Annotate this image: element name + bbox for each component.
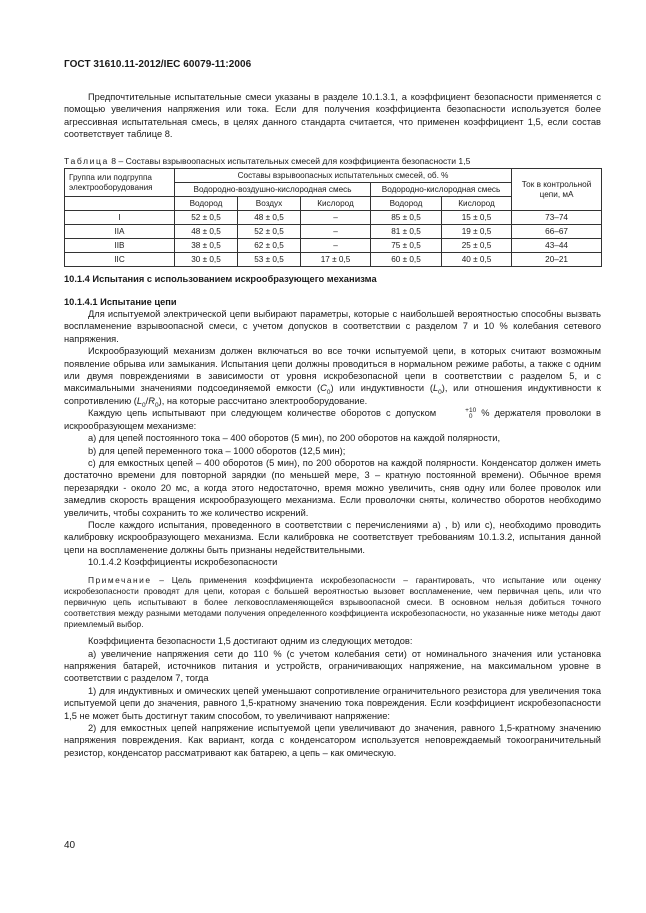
cell-group: IIC: [65, 253, 175, 267]
section-10-1-4-1-heading: 10.1.4.1 Испытание цепи: [64, 297, 177, 307]
table-caption-text: 8 – Составы взрывоопасных испытательных смесей для коэффициента безопасности 1,5: [108, 156, 471, 166]
header-current: Ток в контрольной цепи, мА: [512, 169, 602, 211]
note-paragraph: [64, 575, 601, 630]
cell-hydrogen: 30 ± 0,5: [175, 253, 238, 267]
cell-group: IIA: [65, 225, 175, 239]
table-caption-label: Таблица: [64, 156, 109, 166]
header-oxygen: Кислород: [301, 197, 371, 211]
header-h2-air-o2: Водородно-воздушно-кислородная смесь: [175, 183, 371, 197]
text-run: Искрообразующий механизм должен включаться во все точки испытуемой цепи, в которых считают возможным появление обрыва или замыкания. Испытания цепи должны проводиться в нормальном режиме работы, а также с одним или двумя повреждениями в зависимости от уровня искробезопасной цепи в соответствии с разделом 5, и с максимальными значениями подсоединяемой емкости (: [64, 346, 601, 394]
cell-current: 73–74: [512, 211, 602, 225]
cell-group: I: [65, 211, 175, 225]
cell-hydrogen-2: 60 ± 0,5: [371, 253, 442, 267]
slash: /: [145, 395, 149, 406]
cell-current: 66–67: [512, 225, 602, 239]
cell-air: 62 ± 0,5: [238, 239, 301, 253]
table-row: [65, 239, 602, 253]
text-run: % держателя проволоки в искрообразующем механизме:: [64, 408, 601, 431]
table-8: [64, 168, 602, 267]
table-caption: [64, 156, 601, 167]
item-a: a) для цепей постоянного тока – 400 оборотов (5 мин), по 200 оборотов на каждой полярности,: [88, 433, 501, 444]
cell-oxygen-2: 40 ± 0,5: [442, 253, 512, 267]
cell-hydrogen-2: 85 ± 0,5: [371, 211, 442, 225]
header-h2-o2: Водородно-кислородная смесь: [371, 183, 512, 197]
note-text: – Цель применения коэффициента искробезопасности – гарантировать, что испытание или оценку искробезопасности проводят для цепи, которая с большей вероятностью вызовет воспламенение, чем первичная цепь, или что первичную цепь испытывают в более легковоспламеняющейся взрывоопасной смеси. В основном нельзя добиться точного соответствия между разными методами получения определенного коэффициента искробезопасности, но указанные ниже методы дают приемлемый выбор.: [64, 574, 601, 630]
header-oxygen-2: Кислород: [442, 197, 512, 211]
subscript-0: 0: [438, 389, 442, 397]
cell-hydrogen: 48 ± 0,5: [175, 225, 238, 239]
cell-current: 20–21: [512, 253, 602, 267]
section-10-1-4-2-heading: 10.1.4.2 Коэффициенты искробезопасности: [88, 557, 278, 568]
table-row: [65, 211, 602, 225]
cell-hydrogen: 38 ± 0,5: [175, 239, 238, 253]
text-run: ), или отношения индуктивности к сопротивлению (: [64, 383, 602, 406]
header-hydrogen: Водород: [175, 197, 238, 211]
tolerance-upper: +10: [465, 406, 477, 414]
cell-oxygen-2: 25 ± 0,5: [442, 239, 512, 253]
cell-air: 53 ± 0,5: [238, 253, 301, 267]
cell-hydrogen: 52 ± 0,5: [175, 211, 238, 225]
cell-hydrogen-2: 81 ± 0,5: [371, 225, 442, 239]
cell-hydrogen-2: 75 ± 0,5: [371, 239, 442, 253]
cell-air: 52 ± 0,5: [238, 225, 301, 239]
header-compositions: Составы взрывоопасных испытательных смесей, об. %: [175, 169, 512, 183]
document-header: ГОСТ 31610.11-2012/IEC 60079-11:2006: [64, 59, 252, 70]
cell-oxygen-2: 15 ± 0,5: [442, 211, 512, 225]
text-run: ) или индуктивности (: [330, 383, 433, 394]
paragraph-methods: Коэффициента безопасности 1,5 достигают одним из следующих методов:: [88, 636, 413, 647]
subscript-0: 0: [154, 401, 159, 409]
subscript-0: 0: [142, 401, 146, 409]
intro-block: [64, 91, 601, 141]
paragraph-calibration: После каждого испытания, проведенного в соответствии с перечислениями a) , b) или c), необходимо проводить калибровку искрообразующего механизма. Если калибровка не соответствует требованиям 10.1.3.2, испытания данной цепи на воспламенение должны быть признаны недействительными.: [64, 520, 601, 555]
method-2: 2) для емкостных цепей напряжение испытуемой цепи увеличивают до значения, равного 1,5-кратному значению напряжения повреждения. Как вариант, когда с конденсатором используется неповреждаемый токоограничительный резистор, конденсатор рассматривают как батарею, а цепь – как омическую.: [64, 722, 601, 758]
tolerance: [441, 408, 476, 420]
cell-oxygen: 17 ± 0,5: [301, 253, 371, 267]
header-hydrogen-2: Водород: [371, 197, 442, 211]
section-10-1-4-heading: 10.1.4 Испытания с использованием искрообразующего механизма: [64, 274, 377, 284]
cell-oxygen-2: 19 ± 0,5: [442, 225, 512, 239]
main-text-block: [64, 308, 601, 759]
paragraph-spark-mechanism: [64, 345, 601, 407]
note-label: Примечание: [88, 574, 152, 585]
cell-oxygen: –: [301, 225, 371, 239]
paragraph-turns: [64, 407, 601, 432]
symbol-c: C: [320, 383, 327, 394]
table-row: [65, 225, 602, 239]
symbol-l: L: [136, 395, 143, 406]
item-b: b) для цепей переменного тока – 1000 оборотов (12,5 мин);: [88, 445, 346, 456]
text-run: ), на которые рассчитано электрооборудование.: [158, 395, 368, 406]
text-run: Каждую цепь испытывают при следующем количестве оборотов с допуском: [88, 408, 437, 419]
method-a: a) увеличение напряжения сети до 110 % (с учетом колебания сети) от номинального значения или установка напряжения батарей, источников питания и устройств, ограничивающих напряжение, на максимальном уровне в соответствии с разделом 7, тогда: [64, 648, 601, 684]
cell-air: 48 ± 0,5: [238, 211, 301, 225]
tolerance-lower: 0: [468, 412, 473, 420]
cell-oxygen: –: [301, 239, 371, 253]
intro-paragraph: Предпочтительные испытательные смеси указаны в разделе 10.1.3.1, а коэффициент безопасности применяется с помощью увеличения напряжения или тока. Если для получения коэффициента безопасности используется более агрессивная испытательная смесь, в целях данного стандарта считается, что применен коэффициент 1,5, если состав соответствует таблице 8.: [64, 92, 601, 140]
page-number: 40: [64, 840, 76, 851]
cell-group: IIB: [65, 239, 175, 253]
paragraph-circuit: Для испытуемой электрической цепи выбирают параметры, которые с наибольшей вероятностью способны вызвать воспламенение взрывоопасной смеси, с учетом допусков в соответствии с разделом 7 и 10 % колебания сетевого напряжения.: [64, 309, 601, 344]
method-1: 1) для индуктивных и омических цепей уменьшают сопротивление ограничительного резистора для увеличения тока испытуемой цепи до значения, равного 1,5-кратному значению тока повреждения. Если коэффициент искробезопасности 1,5 не может быть достигнут таким способом, то увеличивают напряжение:: [64, 685, 601, 721]
subscript-0: 0: [326, 389, 331, 397]
symbol-r: R: [148, 395, 155, 406]
cell-current: 43–44: [512, 239, 602, 253]
symbol-l: L: [432, 383, 439, 394]
cell-oxygen: –: [301, 211, 371, 225]
header-air: Воздух: [238, 197, 301, 211]
table-row: [65, 253, 602, 267]
header-blank: [65, 197, 175, 211]
header-group: Группа или подгруппа электрооборудования: [65, 169, 175, 197]
item-c: c) для емкостных цепей – 400 оборотов (5 мин), по 200 оборотов на каждой полярности. Конденсатор должен иметь достаточно времени для повторной зарядки (по меньшей мере, 3 – кратную постоянной времени). Обычное время перезарядки - около 20 мс, а когда этого недостаточно, время можно увеличить, сняв одну или более проволок или замедлив скорость вращения искрообразующего механизма. Если проволочки сняты, количество оборотов необходимо увеличить, чтобы сохранить то же количество искрений.: [64, 458, 601, 518]
